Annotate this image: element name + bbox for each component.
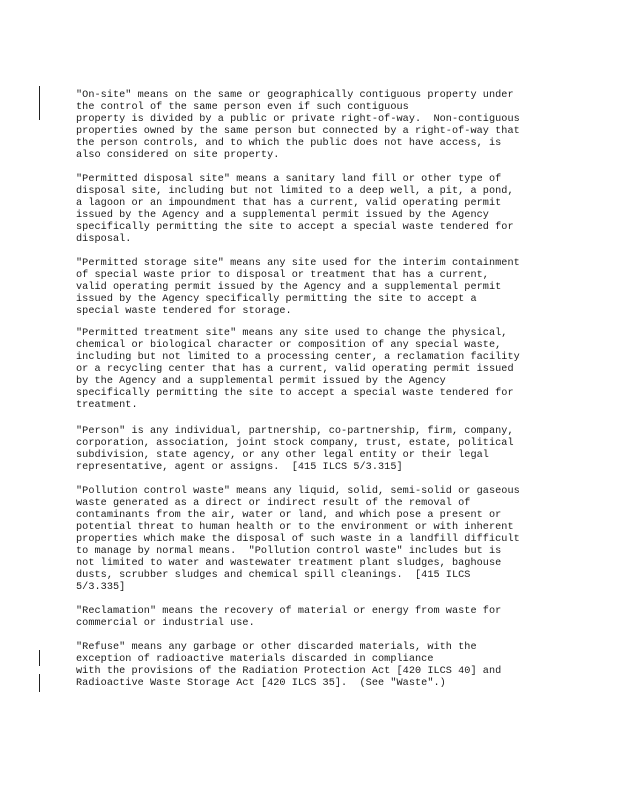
revision-bar	[39, 674, 40, 692]
definition-permitted-treatment-site: "Permitted treatment site" means any site used to change the physical, chemical or biological character or composition of any special waste, including but not limited to a processing center, a reclamation facility or a recycling center that has a current, valid operating permit issued by the Agency and a supplemental permit issued by the Agency specifically permitting the site to accept a special waste tendered for treatment.	[76, 328, 520, 411]
revision-bar	[39, 86, 40, 120]
definition-reclamation: "Reclamation" means the recovery of material or energy from waste for commercial or industrial use.	[76, 606, 502, 629]
definition-person: "Person" is any individual, partnership, co-partnership, firm, company, corporation, association, joint stock company, trust, estate, political subdivision, state agency, or any other legal entity or their legal representative, agent or assigns. [415 ILCS 5/3.315]	[76, 426, 514, 473]
definition-permitted-disposal-site: "Permitted disposal site" means a sanitary land fill or other type of disposal site, including but not limited to a deep well, a pit, a pond, a lagoon or an impoundment that has a current, valid operating permit issued by the Agency and a supplemental permit issued by the Agency specifically permitting the site to accept a special waste tendered for disposal.	[76, 174, 514, 245]
definition-on-site: "On-site" means on the same or geographically contiguous property under the control of the same person even if such contiguous property is divided by a public or private right-of-way. Non-contiguous properties owned by the same person but connected by a right-of-way that the person controls, and to which the public does not have access, is also considered on site property.	[76, 90, 520, 161]
definition-permitted-storage-site: "Permitted storage site" means any site used for the interim containment of special waste prior to disposal or treatment that has a current, valid operating permit issued by the Agency and a supplemental permit issued by the Agency specifically permitting the site to accept a special waste tendered for storage.	[76, 258, 520, 317]
revision-bar	[39, 650, 40, 666]
definition-pollution-control-waste: "Pollution control waste" means any liquid, solid, semi-solid or gaseous waste generated as a direct or indirect result of the removal of contaminants from the air, water or land, and which pose a present or potential threat to human health or to the environment or with inherent properties which make the disposal of such waste in a landfill difficult to manage by normal means. "Pollution control waste" includes but is not limited to water and wastewater treatment plant sludges, baghouse dusts, scrubber sludges and chemical spill cleanings. [415 ILCS 5/3.335]	[76, 486, 520, 593]
definition-refuse: "Refuse" means any garbage or other discarded materials, with the exception of radioactive materials discarded in compliance with the provisions of the Radiation Protection Act [420 ILCS 40] and Radioactive Waste Storage Act [420 ILCS 35]. (See "Waste".)	[76, 642, 502, 689]
